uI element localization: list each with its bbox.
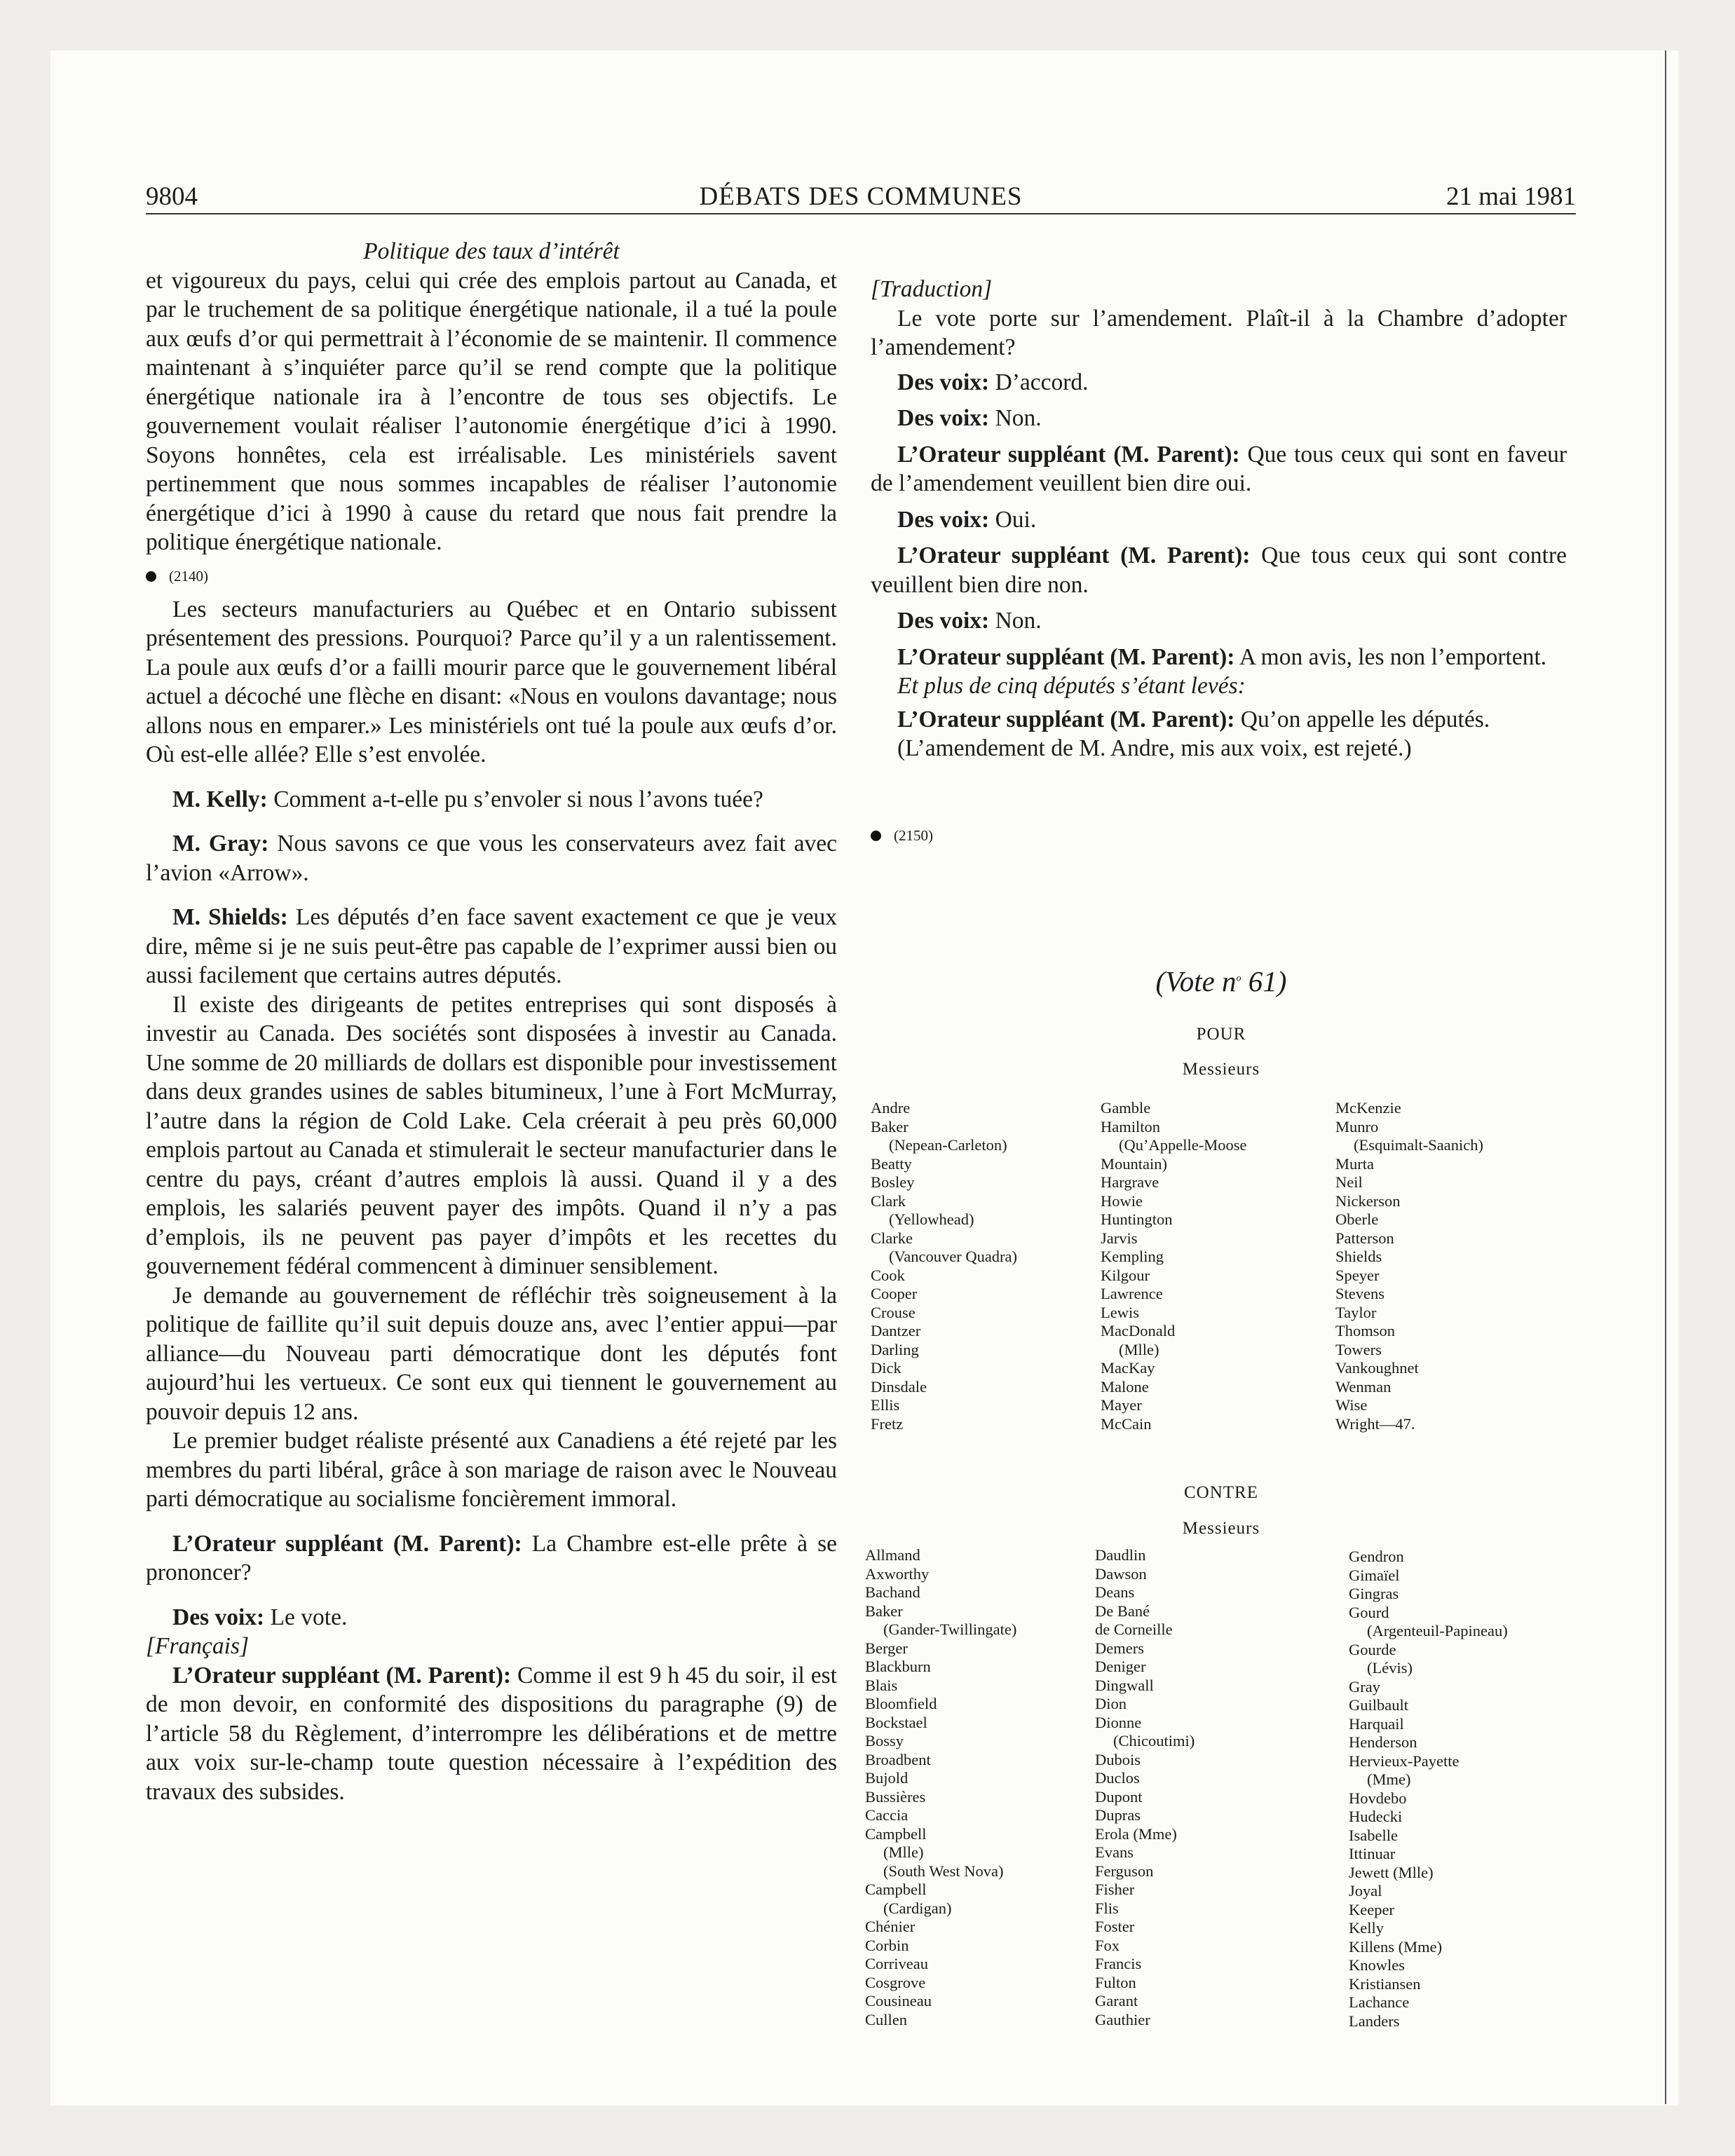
member-name: Gourd	[1349, 1603, 1389, 1621]
member-name: (South West Nova)	[883, 1862, 1004, 1880]
section-subheading-contre: Messieurs	[1182, 1519, 1260, 1538]
member-name: Bujold	[865, 1769, 909, 1787]
member-name: Kristiansen	[1349, 1974, 1421, 1993]
page-header	[146, 181, 1576, 214]
member-name: Cousineau	[865, 1992, 932, 2010]
member-name: Fretz	[871, 1414, 904, 1433]
section-heading-contre: CONTRE	[1184, 1483, 1258, 1502]
speech-text: Non.	[989, 405, 1042, 431]
member-name: Daudlin	[1095, 1546, 1146, 1564]
member-name: Wise	[1335, 1396, 1368, 1414]
member-name: Bossy	[865, 1732, 904, 1749]
member-name: Oberle	[1335, 1210, 1379, 1228]
left-column	[146, 237, 837, 1806]
member-name: Cooper	[871, 1285, 918, 1302]
running-title: Politique des taux d’intérêt	[363, 238, 620, 264]
speaker-name: M. Gray:	[172, 831, 269, 857]
paragraph: Le premier budget réaliste présenté aux Canadiens a été rejeté par les membres du parti libéral, grâce à son mariage de raison avec le Nouveau parti démocratique au socialisme foncièrement immoral.	[146, 1428, 837, 1512]
speech-text: D’accord.	[989, 369, 1089, 395]
member-name: Joyal	[1349, 1882, 1382, 1899]
member-name: Gimaïel	[1349, 1566, 1400, 1584]
section-heading-pour: POUR	[1196, 1025, 1246, 1044]
member-name: Foster	[1095, 1918, 1135, 1935]
language-marker: [Traduction]	[871, 276, 993, 302]
member-name: (Gander-Twillingate)	[883, 1621, 1017, 1638]
member-name: Dionne	[1095, 1713, 1142, 1731]
paragraph: Le vote porte sur l’amendement. Plaît-il à la Chambre d’adopter l’amendement?	[871, 305, 1567, 360]
member-name: (Mlle)	[1119, 1340, 1159, 1358]
member-name: Darling	[871, 1340, 919, 1358]
member-name: Campbell	[865, 1824, 927, 1843]
speech-text: Non.	[989, 608, 1042, 634]
member-name: Dawson	[1095, 1564, 1147, 1583]
member-name: Lawrence	[1101, 1285, 1163, 1302]
speaker-name: Des voix:	[172, 1604, 265, 1630]
member-name: Caccia	[865, 1806, 909, 1824]
member-name: Deniger	[1095, 1658, 1146, 1675]
member-name: Hudecki	[1349, 1808, 1403, 1825]
member-name: Wenman	[1335, 1377, 1392, 1396]
member-name: Crouse	[871, 1303, 916, 1321]
vote-title	[871, 964, 1572, 998]
publication-date: 21 mai 1981	[1446, 182, 1576, 211]
language-marker: [Français]	[146, 1633, 250, 1659]
member-name: Kelly	[1349, 1919, 1384, 1937]
member-name: Lewis	[1101, 1303, 1139, 1321]
member-name: Baker	[865, 1602, 903, 1620]
speech-text: Le vote.	[264, 1604, 348, 1630]
speech	[871, 643, 1567, 672]
member-name: Cook	[871, 1266, 905, 1284]
member-name: Bosley	[871, 1173, 915, 1191]
member-name: Gauthier	[1095, 2010, 1150, 2028]
speech	[871, 505, 1567, 535]
speech	[871, 606, 1567, 636]
member-name: Dupont	[1095, 1787, 1143, 1806]
speech	[871, 368, 1567, 397]
vote-title-sup: o	[1236, 973, 1241, 984]
member-name: Dinsdale	[871, 1377, 927, 1396]
member-name: Dingwall	[1095, 1676, 1154, 1694]
member-name: Dubois	[1095, 1750, 1141, 1768]
member-name: Killens (Mme)	[1349, 1937, 1443, 1956]
member-name: Blackburn	[865, 1658, 931, 1675]
member-name: Garant	[1095, 1992, 1138, 2010]
member-name: MacKay	[1101, 1359, 1155, 1377]
member-name: Stevens	[1335, 1285, 1384, 1302]
speech-text: La Chambre est-elle prête à se prononcer?	[146, 1530, 838, 1585]
member-name: Keeper	[1349, 1900, 1394, 1918]
member-name: Dupras	[1095, 1806, 1141, 1824]
speaker-name: L’Orateur suppléant (M. Parent):	[897, 543, 1251, 568]
speaker-name: L’Orateur suppléant (M. Parent):	[172, 1530, 522, 1557]
member-name: Guilbault	[1349, 1696, 1408, 1714]
member-name: Francis	[1095, 1955, 1142, 1972]
member-name: Isabelle	[1349, 1826, 1398, 1844]
page-number: 9804	[146, 182, 198, 211]
member-name: McCain	[1101, 1414, 1152, 1433]
member-name: Towers	[1335, 1340, 1382, 1358]
section-subheading-pour: Messieurs	[1182, 1060, 1260, 1079]
member-name: Bloomfield	[865, 1695, 937, 1712]
member-name: McKenzie	[1335, 1099, 1401, 1117]
stage-direction: Et plus de cinq députés s’étant levés:	[897, 673, 1246, 699]
publication-title: DÉBATS DES COMMUNES	[699, 182, 1023, 211]
speech	[871, 404, 1567, 433]
speech-text: A mon avis, les non l’emportent.	[1234, 643, 1547, 670]
pour-names-column-2	[1101, 1099, 1246, 1433]
timestamp-label: (2150)	[894, 826, 933, 844]
speech-text: Que tous ceux qui sont en faveur de l’amendement veuillent bien dire oui.	[871, 441, 1567, 496]
member-name: Vankoughnet	[1335, 1359, 1419, 1377]
speaker-name: L’Orateur suppléant (M. Parent):	[172, 1662, 512, 1688]
member-name: Gray	[1349, 1677, 1380, 1696]
member-name: Ellis	[871, 1396, 900, 1414]
member-name: Flis	[1095, 1899, 1119, 1917]
member-name: Fox	[1095, 1936, 1120, 1954]
member-name: Corbin	[865, 1936, 909, 1954]
member-name: Nickerson	[1335, 1192, 1401, 1210]
speaker-name: L’Orateur suppléant (M. Parent):	[897, 706, 1235, 732]
speaker-name: Des voix:	[897, 405, 990, 431]
member-name: Murta	[1335, 1154, 1374, 1173]
member-name: Thomson	[1335, 1322, 1396, 1339]
member-name: De Bané	[1095, 1602, 1150, 1620]
member-name: Gourde	[1349, 1640, 1396, 1658]
member-name: Baker	[871, 1117, 909, 1135]
member-name: Wright—47.	[1335, 1414, 1415, 1433]
member-name: Kilgour	[1101, 1266, 1150, 1284]
member-name: Chénier	[865, 1918, 916, 1935]
member-name: Gendron	[1349, 1548, 1404, 1565]
speaker-name: M. Kelly:	[172, 786, 268, 812]
member-name: Hervieux-Payette	[1349, 1752, 1460, 1770]
vote-result: (L’amendement de M. Andre, mis aux voix, est rejeté.)	[897, 735, 1412, 761]
member-name: MacDonald	[1101, 1322, 1176, 1339]
member-name: Clark	[871, 1192, 906, 1210]
speech-text: Les députés d’en face savent exactement ce que je veux dire, même si je ne suis peut-être pas capable de l’exprimer aussi bien ou aussi facilement que certains autres députés.	[146, 904, 837, 988]
member-name: Mountain)	[1101, 1154, 1167, 1173]
member-name: Kempling	[1101, 1248, 1164, 1265]
member-name: Harquail	[1349, 1714, 1404, 1733]
member-name: Gingras	[1349, 1585, 1399, 1602]
vote-title-suffix: 61)	[1241, 965, 1287, 997]
speech	[146, 829, 837, 887]
speech-text: Comment a-t-elle pu s’envoler si nous l’avons tuée?	[267, 786, 763, 812]
member-name: (Argenteuil-Papineau)	[1367, 1622, 1508, 1639]
speaker-name: Des voix:	[897, 506, 990, 533]
bullet-icon	[871, 831, 881, 841]
member-name: Berger	[865, 1639, 908, 1657]
member-name: Dick	[871, 1359, 901, 1377]
paragraph: et vigoureux du pays, celui qui crée des emplois partout au Canada, et par le truchement de sa politique énergétique nationale, il a tué la poule aux œufs d’or qui permettrait à l’économie de se maintenir. Il commence maintenant à s’inquiéter parce qu’il se rend compte que la politique énergétique nationale ira à l’encontre de tous ses objectifs. Le gouvernement voulait réaliser l’autonomie énergétique d’ici à 1990. Soyons honnêtes, cela est irréalisable. Les ministériels savent pertinemment que nous sommes incapables de réaliser l’autonomie énergétique d’ici à 1990 à cause du retard que nous fait prendre la politique énergétique nationale.	[146, 267, 837, 555]
right-column	[871, 275, 1567, 852]
member-name: Jewett (Mlle)	[1349, 1863, 1434, 1881]
speech-text: Oui.	[989, 506, 1037, 533]
member-name: Campbell	[865, 1881, 927, 1898]
speech-text: Qu’on appelle les députés.	[1234, 706, 1490, 732]
member-name: Hargrave	[1101, 1173, 1159, 1191]
member-name: Munro	[1335, 1117, 1379, 1135]
member-name: Duclos	[1095, 1769, 1140, 1787]
member-name: Erola (Mme)	[1095, 1824, 1177, 1843]
timestamp	[146, 561, 837, 592]
member-name: Hamilton	[1101, 1117, 1160, 1135]
speaker-name: Des voix:	[897, 369, 990, 395]
paragraph: Les secteurs manufacturiers au Québec et en Ontario subissent présentement des pressions. Pourquoi? Parce qu’il y a un ralentissement. La poule aux œufs d’or a failli mourir parce que le gouvernement libéral actuel a décoché une flèche en disant: «Nous en voulons davantage; nous allons nous en emparer.» Les ministériels ont tué la poule aux œufs d’or. Où est-elle allée? Elle s’est envolée.	[146, 596, 837, 767]
member-name: (Mme)	[1367, 1770, 1411, 1788]
member-name: Fulton	[1095, 1973, 1136, 1991]
member-name: Corriveau	[865, 1955, 928, 1972]
speech	[871, 541, 1567, 599]
member-name: Cosgrove	[865, 1973, 926, 1991]
member-name: Mayer	[1101, 1396, 1142, 1414]
member-name: (Vancouver Quadra)	[889, 1248, 1018, 1265]
contre-names-column-2	[1095, 1546, 1195, 2029]
member-name: Landers	[1349, 2012, 1400, 2030]
member-name: Bachand	[865, 1583, 920, 1601]
speaker-name: L’Orateur suppléant (M. Parent):	[897, 643, 1235, 670]
speaker-name: Des voix:	[897, 608, 990, 634]
member-name: Broadbent	[865, 1750, 931, 1768]
speaker-name: L’Orateur suppléant (M. Parent):	[897, 441, 1240, 468]
member-name: Knowles	[1349, 1956, 1405, 1974]
member-name: (Yellowhead)	[889, 1210, 974, 1228]
member-name: Andre	[871, 1099, 911, 1117]
member-name: Fisher	[1095, 1881, 1135, 1898]
member-name: Deans	[1095, 1583, 1135, 1601]
speech-text: Comme il est 9 h 45 du soir, il est de mon devoir, en conformité des dispositions du paragraphe (9) de l’article 58 du Règlement, d’interrompre les délibérations et de mettre aux voix sur-le-champ toute question nécessaire à l’expédition des travaux des subsides.	[146, 1662, 837, 1805]
member-name: (Mlle)	[883, 1843, 924, 1861]
speech-text: Nous savons ce que vous les conservateurs avez fait avec l’avion «Arrow».	[146, 831, 837, 886]
member-name: Gamble	[1101, 1099, 1151, 1117]
member-name: Taylor	[1335, 1303, 1377, 1321]
contre-names-column-1	[865, 1546, 1016, 2029]
speech	[146, 903, 837, 990]
speech	[146, 1603, 837, 1632]
member-name: Lachance	[1349, 1993, 1410, 2011]
speech	[871, 440, 1567, 498]
member-name: (Chicoutimi)	[1113, 1732, 1195, 1749]
speaker-name: M. Shields:	[172, 904, 288, 930]
contre-names-column-3	[1349, 1548, 1508, 2031]
member-name: (Esquimalt-Saanich)	[1354, 1136, 1483, 1154]
member-name: Demers	[1095, 1639, 1144, 1657]
timestamp	[871, 821, 1567, 852]
speech	[871, 705, 1567, 735]
member-name: Patterson	[1335, 1229, 1394, 1247]
speech	[146, 785, 837, 814]
speech-text: Que tous ceux qui sont contre veuillent bien dire non.	[871, 543, 1567, 598]
member-name: Blais	[865, 1676, 898, 1694]
member-name: Ittinuar	[1349, 1845, 1396, 1862]
speech	[146, 1529, 837, 1588]
member-name: Shields	[1335, 1248, 1382, 1265]
member-name: Malone	[1101, 1377, 1149, 1396]
member-name: Howie	[1101, 1192, 1143, 1210]
member-name: Bussières	[865, 1787, 926, 1806]
member-name: Huntington	[1101, 1210, 1173, 1228]
page-edge-line	[1665, 50, 1666, 2104]
member-name: Clarke	[871, 1229, 913, 1247]
member-name: Henderson	[1349, 1733, 1417, 1751]
speech	[146, 1661, 837, 1807]
member-name: Neil	[1335, 1173, 1363, 1191]
member-name: de Corneille	[1095, 1621, 1173, 1638]
pour-names-column-1	[871, 1099, 1017, 1433]
member-name: Hovdebo	[1349, 1789, 1407, 1807]
member-name: (Nepean-Carleton)	[889, 1136, 1007, 1154]
member-name: (Cardigan)	[883, 1899, 952, 1917]
member-name: Jarvis	[1101, 1229, 1138, 1247]
member-name: Evans	[1095, 1843, 1134, 1861]
member-name: Ferguson	[1095, 1862, 1154, 1880]
member-name: Allmand	[865, 1546, 920, 1564]
paragraph: Il existe des dirigeants de petites entreprises qui sont disposés à investir au Canada. Des sociétés sont disposées à investir au Canada. Une somme de 20 milliards de dollars est disponible pour investissement dans deux grandes usines de sables bitumineux, l’une à Fort McMurray, l’autre dans la région de Cold Lake. Cela créerait à peu près 60,000 emplois partout au Canada et stimulerait le secteur manufacturier dans le centre du pays, créant d’autres emplois là aussi. Quand il y a des emplois, les salariés peuvent payer des impôts. Quand il n’y a pas d’emplois, ils ne peuvent pas payer d’impôts et les recettes du gouvernement fédéral commencent à diminuer sensiblement.	[146, 991, 837, 1279]
member-name: Bockstael	[865, 1713, 927, 1731]
paragraph: Je demande au gouvernement de réfléchir très soigneusement à la politique de faillite qu’il suit depuis douze ans, avec l’entier appui—par alliance—du Nouveau parti démocratique dont les députés font aujourd’hui les vertueux. Ce sont eux qui tiennent le gouvernement au pouvoir depuis 12 ans.	[146, 1282, 837, 1425]
member-name: Cullen	[865, 2010, 907, 2028]
vote-title-prefix: (Vote n	[1155, 965, 1237, 997]
member-name: (Lévis)	[1367, 1659, 1413, 1677]
member-name: (Qu’Appelle-Moose	[1119, 1136, 1247, 1154]
member-name: Axworthy	[865, 1564, 930, 1583]
member-name: Beatty	[871, 1154, 912, 1173]
member-name: Dantzer	[871, 1322, 921, 1339]
bullet-icon	[146, 571, 156, 582]
member-name: Dion	[1095, 1695, 1127, 1712]
timestamp-label: (2140)	[169, 567, 208, 585]
member-name: Speyer	[1335, 1266, 1380, 1284]
pour-names-column-3	[1335, 1099, 1483, 1433]
